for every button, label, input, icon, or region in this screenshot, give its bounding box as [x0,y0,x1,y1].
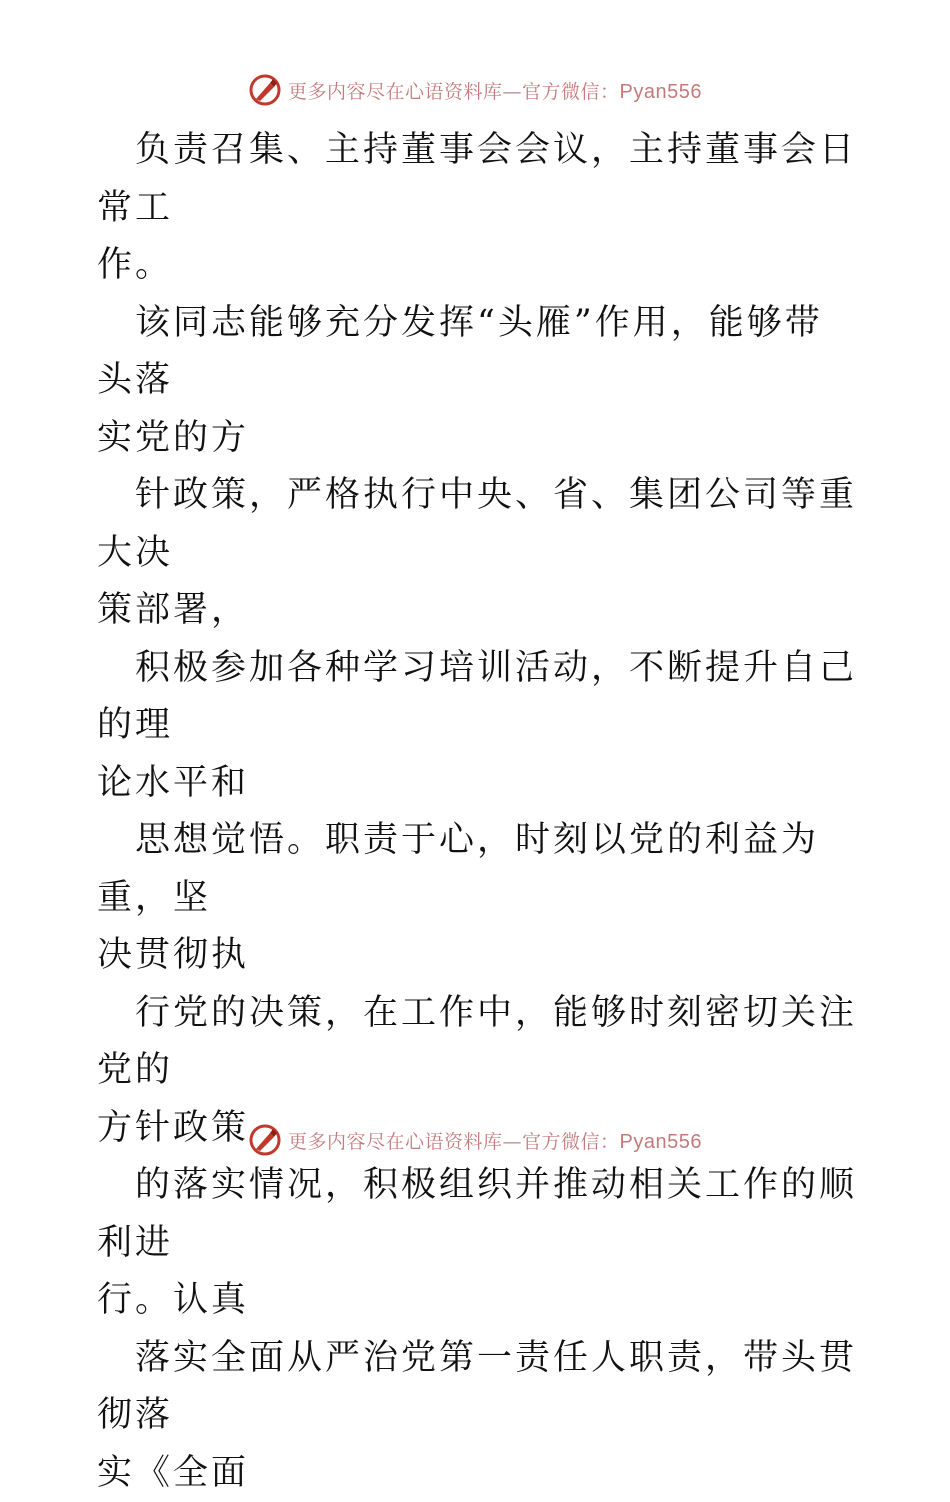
paragraph-3 [97,467,857,640]
watermark-wechat-label: 官方微信： [522,1131,620,1153]
paragraph-4-line-2: 论水平和 [97,755,857,813]
document-body [97,122,857,1502]
paragraph-8-line-1: 落实全面从严治党第一责任人职责，带头贯彻落 [97,1338,857,1436]
paragraph-4-line-1: 积极参加各种学习培训活动，不断提升自己的理 [97,648,857,746]
paragraph-3-line-1: 针政策，严格执行中央、省、集团公司等重大决 [97,475,857,573]
watermark-dash: — [503,1131,523,1153]
watermark-brand: 更多内容尽在心语资料库 [288,81,503,103]
watermark-wechat-id: Pyan556 [620,81,702,103]
pen-logo-icon [248,73,282,107]
paragraph-3-line-2: 策部署， [97,582,857,640]
paragraph-5-line-1: 思想觉悟。职责于心，时刻以党的利益为重，坚 [97,820,819,918]
paragraph-6-line-1: 行党的决策，在工作中，能够时刻密切关注党的 [97,993,857,1091]
watermark-wechat-id: Pyan556 [620,1131,702,1153]
paragraph-1 [97,122,857,295]
paragraph-1-line-2: 作。 [97,237,857,295]
watermark-wechat-label: 官方微信： [522,81,620,103]
watermark-dash: — [503,81,523,103]
paragraph-7 [97,1157,857,1330]
watermark-text [288,77,702,104]
paragraph-1-line-1: 负责召集、主持董事会会议，主持董事会日常工 [97,130,857,228]
paragraph-7-line-2: 行。认真 [97,1272,857,1330]
paragraph-5 [97,812,857,985]
pen-logo-icon [248,1123,282,1157]
paragraph-2-line-1: 该同志能够充分发挥“头雁”作用，能够带头落 [97,303,823,401]
paragraph-7-line-1: 的落实情况，积极组织并推动相关工作的顺利进 [97,1165,857,1263]
paragraph-5-line-2: 决贯彻执 [97,927,857,985]
paragraph-2-line-2: 实党的方 [97,410,857,468]
paragraph-6-line-2: 方针政策 [97,1100,857,1158]
watermark-text [288,1127,702,1154]
watermark-brand: 更多内容尽在心语资料库 [288,1131,503,1153]
footer-watermark [0,1120,950,1160]
paragraph-4 [97,640,857,813]
header-watermark [0,70,950,110]
paragraph-2 [97,295,857,468]
paragraph-8 [97,1330,857,1502]
paragraph-8-line-2: 实《全面 [97,1445,857,1502]
